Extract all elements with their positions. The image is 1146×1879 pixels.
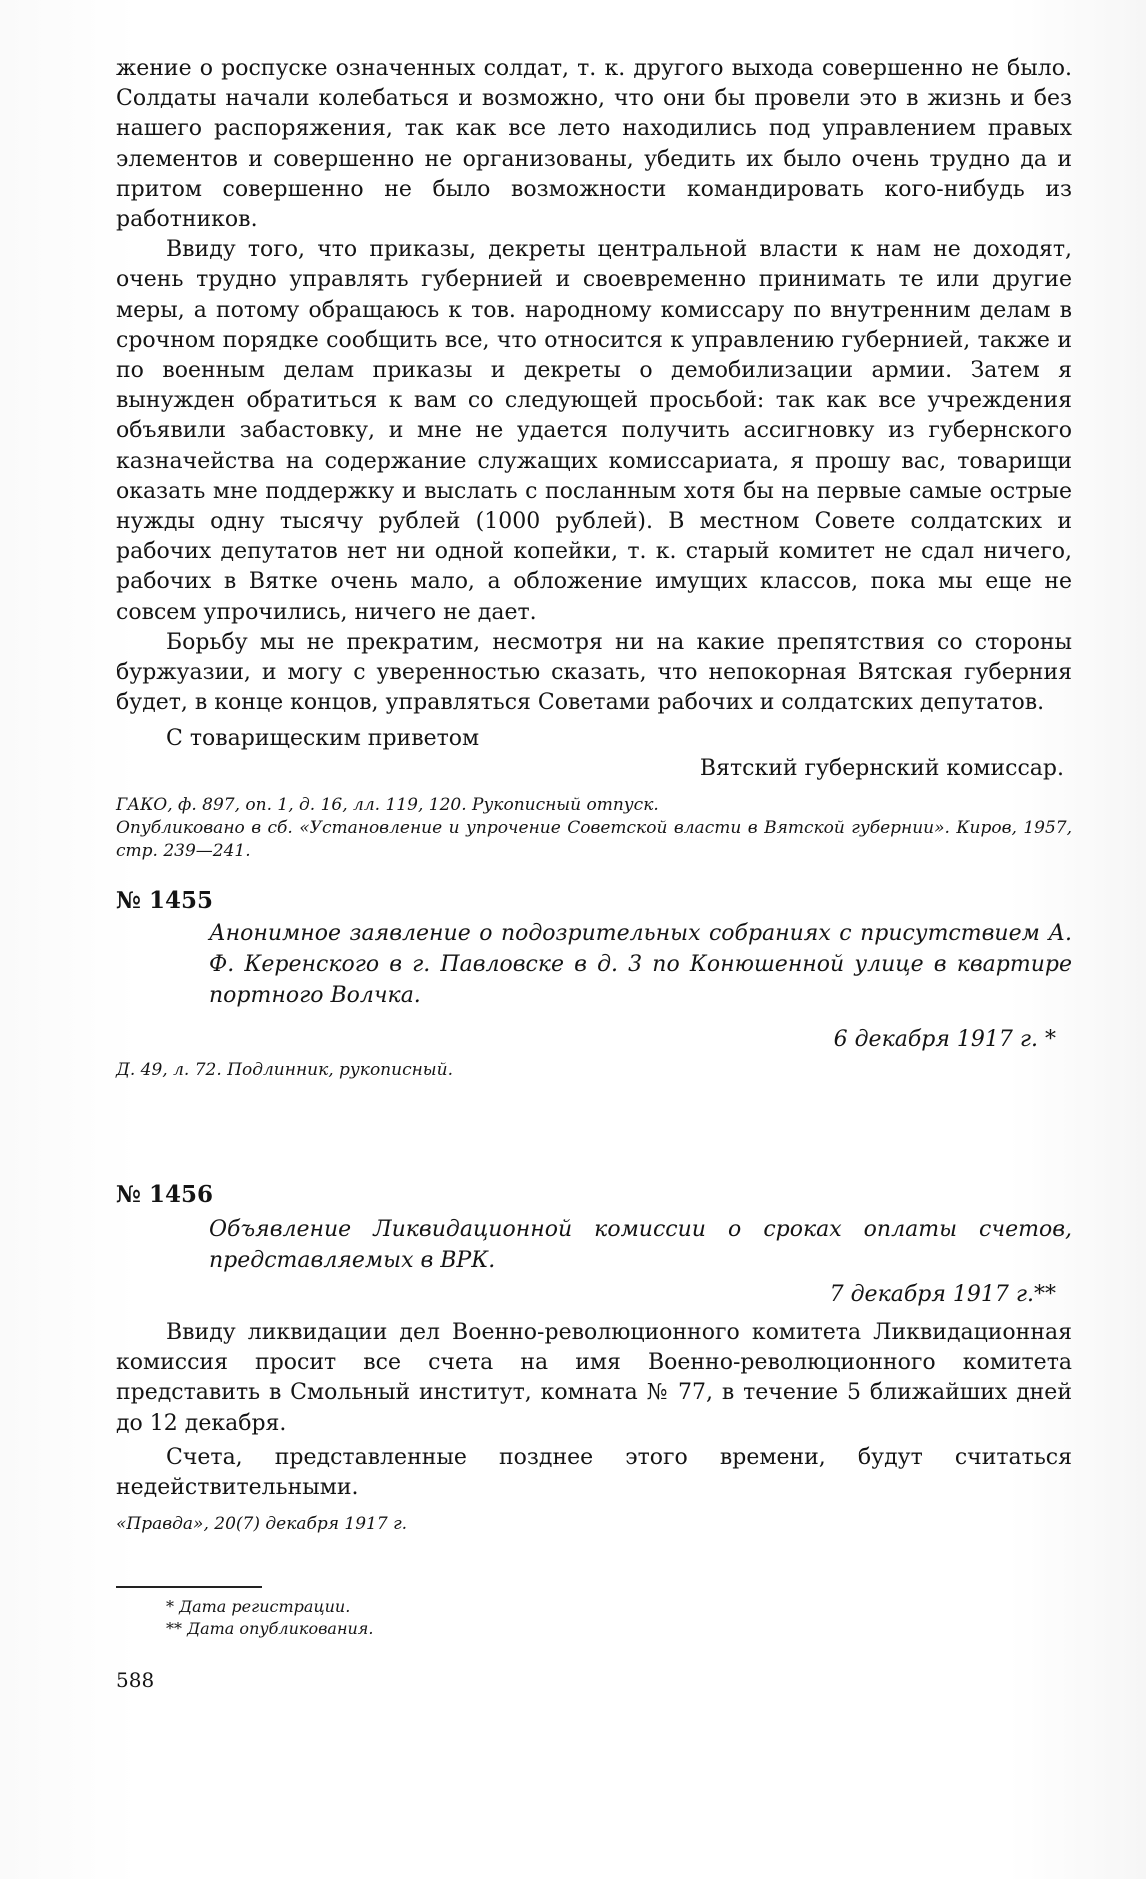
source-line: ГАКО, ф. 897, оп. 1, д. 16, лл. 119, 120. Рукописный отпуск.: [116, 795, 659, 815]
document-title: Анонимное заявление о подозрительных собраниях с присутствием А. Ф. Керенского в г. Павловске в д. 3 по Конюшенной улице в квартире портного Волчка.: [209, 921, 1072, 1008]
paragraph: Ввиду ликвидации дел Военно-революционного комитета Ликвидационная комиссия просит все счета на имя Военно-революционного комитета представить в Смольный институт, комната № 77, в течение 5 ближайших дней до 12 декабря.: [116, 1320, 1072, 1436]
document-source: «Правда», 20(7) декабря 1917 г.: [116, 1514, 408, 1535]
document-number: № 1456: [116, 1181, 214, 1208]
continuation-text: [116, 54, 1072, 718]
footnotes: [116, 1596, 1072, 1640]
document-number: № 1455: [116, 887, 214, 914]
document-1455: [116, 886, 1072, 1082]
page-footer: [116, 1668, 1072, 1692]
document-1456: [116, 1180, 1072, 1536]
source-line: Опубликовано в сб. «Установление и упрочение Советской власти в Вятской губернии». Киров, 1957, стр. 239—241.: [116, 818, 1072, 861]
document-title: Объявление Ликвидационной комиссии о сроках оплаты счетов, представляемых в ВРК.: [209, 1217, 1072, 1273]
paragraph: Ввиду того, что приказы, декреты центральной власти к нам не доходят, очень трудно управлять губернией и своевременно принимать те или другие меры, а потому обращаюсь к тов. народному комиссару по внутренним делам в срочном порядке сообщить все, что относится к управлению губернией, также и по военным делам приказы и декреты о демобилизации армии. Затем я вынужден обратиться к вам со следующей просьбой: так как все учреждения объявили забастовку, и мне не удается получить ассигновку из губернского казначейства на содержание служащих комиссариата, я прошу вас, товарищи оказать мне поддержку и выслать с посланным хотя бы на первые самые острые нужды одну тысячу рублей (1000 рублей). В местном Совете солдатских и рабочих депутатов нет ни одной копейки, т. к. старый комитет не сдал ничего, рабочих в Вятке очень мало, а обложение имущих классов, пока мы еще не совсем упрочились, ничего не дает.: [116, 237, 1072, 625]
paragraph: жение о роспуске означенных солдат, т. к. другого выхода совершенно не было. Солдаты начали колебаться и возможно, что они бы провели это в жизнь и без нашего распоряжения, так как все лето находились под управлением правых элементов и совершенно не организованы, убедить их было очень трудно да и притом совершенно не было возможности командировать кого-нибудь из работников.: [116, 56, 1072, 233]
greeting: С товарищеским приветом: [166, 726, 480, 751]
paragraph: Борьбу мы не прекратим, несмотря ни на какие препятствия со стороны буржуазии, и могу с уверенностью сказать, что непокорная Вятская губерния будет, в конце концов, управляться Советами рабочих и солдатских депутатов.: [116, 629, 1072, 716]
paragraph: Счета, представленные позднее этого времени, будут считаться недействительными.: [116, 1444, 1072, 1501]
footnote-divider: [116, 1586, 262, 1588]
document-date: 7 декабря 1917 г.**: [829, 1282, 1056, 1307]
signature: Вятский губернский комиссар.: [699, 756, 1064, 781]
document-date: 6 декабря 1917 г. *: [833, 1027, 1056, 1052]
footnote: ** Дата опубликования.: [166, 1619, 374, 1638]
letter-closing: [116, 724, 1072, 784]
document-source: Д. 49, л. 72. Подлинник, рукописный.: [116, 1060, 453, 1080]
page-number: 588: [116, 1668, 155, 1692]
archival-source: [116, 794, 1072, 863]
footnote: * Дата регистрации.: [166, 1597, 351, 1616]
